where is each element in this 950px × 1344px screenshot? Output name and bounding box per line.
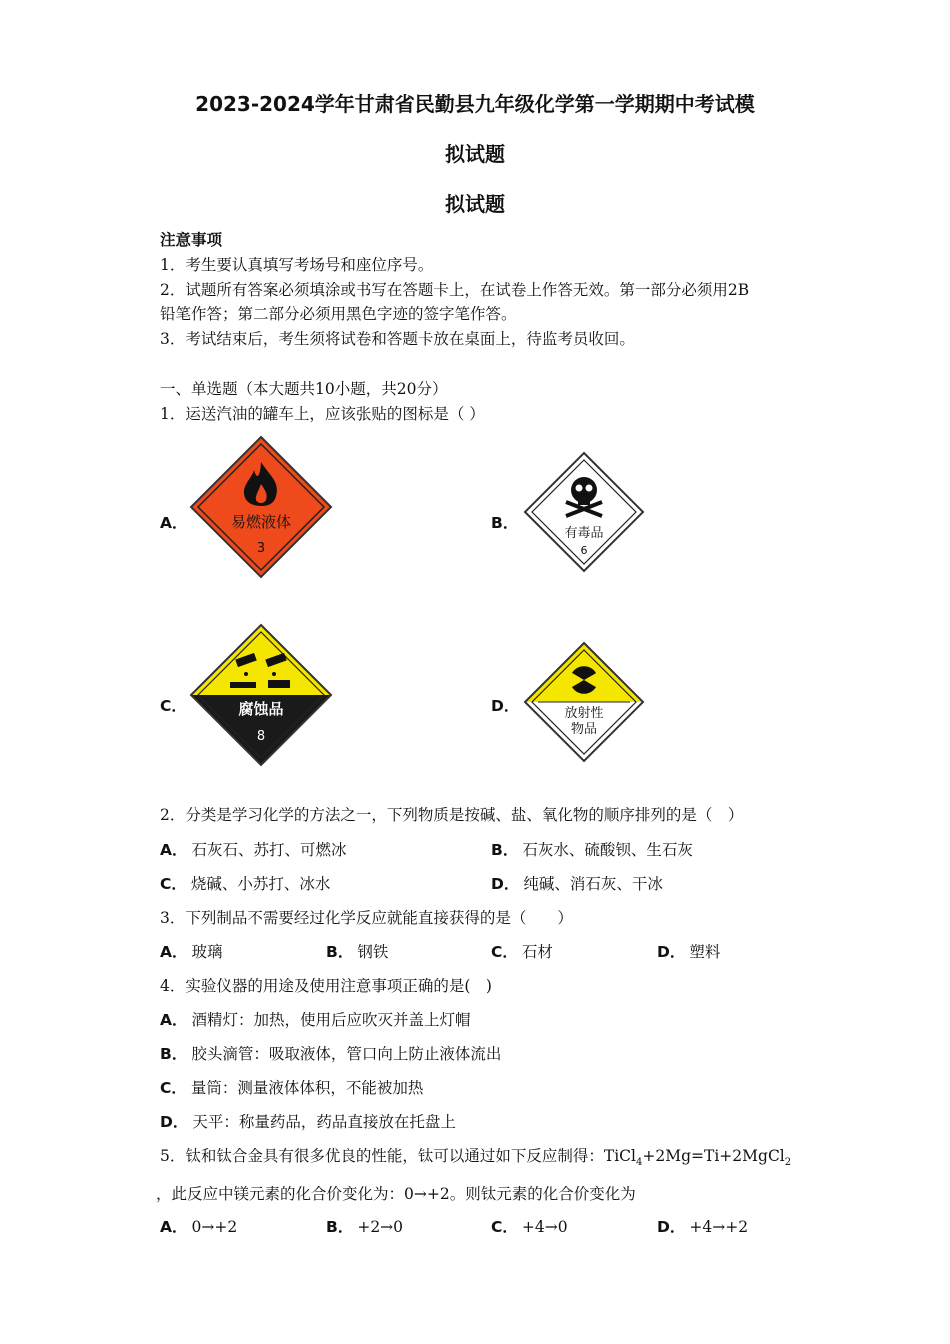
- option-text: 量筒：测量液体体积，不能被加热: [190, 1079, 424, 1097]
- q5-option-a[interactable]: [160, 1215, 237, 1237]
- option-text: 塑料: [689, 943, 721, 961]
- option-letter: D．: [491, 875, 520, 893]
- q2-option-a[interactable]: [160, 838, 347, 860]
- q2-stem: 2．分类是学习化学的方法之一，下列物质是按碱、盐、氧化物的顺序排列的是（ ）: [160, 806, 744, 824]
- option-text: 胶头滴管：吸取液体，管口向上防止液体流出: [191, 1045, 502, 1063]
- sign-label-line1: 放射性: [564, 706, 604, 721]
- q2-option-d[interactable]: [491, 872, 663, 894]
- q3-option-a[interactable]: [160, 940, 223, 962]
- option-text: +4→0: [521, 1218, 568, 1236]
- option-letter: A．: [160, 943, 188, 961]
- option-text: +4→+2: [689, 1218, 749, 1236]
- q4-option-d[interactable]: [160, 1110, 456, 1132]
- q2-option-b[interactable]: [491, 838, 693, 860]
- q4-option-a[interactable]: [160, 1008, 471, 1030]
- notice-item-2a: 2．试题所有答案必须填涂或书写在答题卡上，在试卷上作答无效。第一部分必须用2B: [160, 281, 750, 299]
- sign-number: 8: [256, 729, 266, 744]
- q3-stem: 3．下列制品不需要经过化学反应就能直接获得的是（ ）: [160, 909, 573, 927]
- option-letter: D．: [657, 1218, 686, 1236]
- option-text: 0→+2: [191, 1218, 238, 1236]
- option-letter: B．: [326, 943, 354, 961]
- exam-title-line1: 2023-2024学年甘肃省民勤县九年级化学第一学期期中考试模: [195, 92, 755, 116]
- exam-title-line2: 拟试题: [445, 142, 505, 166]
- q1-stem: 1．运送汽油的罐车上，应该张贴的图标是（ ）: [160, 405, 485, 423]
- option-text: 石灰水、硫酸钡、生石灰: [522, 841, 693, 859]
- q1-option-c[interactable]: [160, 694, 191, 716]
- option-letter: D．: [160, 1113, 189, 1131]
- notice-heading: 注意事项: [160, 230, 223, 249]
- option-letter: C．: [160, 875, 187, 893]
- sign-label: 易燃液体: [230, 513, 292, 531]
- section-heading: 一、单选题（本大题共10小题，共20分）: [160, 380, 448, 398]
- option-text: 纯碱、消石灰、干冰: [523, 875, 663, 893]
- option-text: 天平：称量药品，药品直接放在托盘上: [192, 1113, 456, 1131]
- q5-option-c[interactable]: [491, 1215, 568, 1237]
- sign-label-line2: 物品: [570, 722, 598, 737]
- option-text: +2→0: [357, 1218, 404, 1236]
- option-letter: A．: [160, 1011, 188, 1029]
- q5-stem-line2: ，此反应中镁元素的化合价变化为：0→+2。则钛元素的化合价变化为: [156, 1185, 636, 1203]
- q5-option-d[interactable]: [657, 1215, 748, 1237]
- sign-number: 3: [256, 541, 266, 556]
- option-letter: B．: [326, 1218, 354, 1236]
- option-text: 石灰石、苏打、可燃冰: [191, 841, 347, 859]
- toxic-sign: [522, 450, 646, 574]
- q4-option-c[interactable]: [160, 1076, 423, 1098]
- q5-equation: TiCl$_4$+2Mg=Ti+2MgCl$_2$: [603, 1147, 792, 1169]
- q4-stem: 4．实验仪器的用途及使用注意事项正确的是( ): [160, 977, 492, 995]
- option-letter: A．: [160, 841, 188, 859]
- q3-option-d[interactable]: [657, 940, 720, 962]
- flammable-liquid-sign: [188, 434, 334, 580]
- option-letter: B．: [491, 841, 519, 859]
- option-text: 石材: [521, 943, 553, 961]
- corrosive-sign: [188, 622, 334, 768]
- exam-title-line3: 拟试题: [445, 192, 505, 216]
- option-letter: C．: [160, 697, 187, 715]
- option-text: 钢铁: [357, 943, 389, 961]
- notice-item-2b: 铅笔作答；第二部分必须用黑色字迹的签字笔作答。: [160, 305, 517, 323]
- notice-item-3: 3．考试结束后，考生须将试卷和答题卡放在桌面上，待监考员收回。: [160, 330, 635, 348]
- option-letter: C．: [491, 1218, 518, 1236]
- q1-option-d[interactable]: [491, 694, 523, 716]
- sign-label: 腐蚀品: [238, 700, 284, 718]
- q3-option-b[interactable]: [326, 940, 388, 962]
- sign-number: 6: [580, 544, 588, 557]
- option-letter: D．: [657, 943, 686, 961]
- radiation-icon: [570, 666, 598, 694]
- option-letter: C．: [160, 1079, 187, 1097]
- option-text: 玻璃: [191, 943, 223, 961]
- q3-option-c[interactable]: [491, 940, 553, 962]
- option-letter: C．: [491, 943, 518, 961]
- q4-option-b[interactable]: [160, 1042, 501, 1064]
- q5-option-b[interactable]: [326, 1215, 403, 1237]
- option-text: 酒精灯：加热，使用后应吹灭并盖上灯帽: [191, 1011, 471, 1029]
- option-text: 烧碱、小苏打、冰水: [190, 875, 331, 893]
- q1-option-b[interactable]: [491, 511, 522, 533]
- option-letter: A．: [160, 1218, 188, 1236]
- q1-option-a[interactable]: [160, 511, 192, 533]
- option-letter: D．: [491, 697, 520, 715]
- q2-option-c[interactable]: [160, 872, 330, 894]
- q5-stem-text: 5．钛和钛合金具有很多优良的性能，钛可以通过如下反应制得：: [160, 1147, 604, 1165]
- notice-item-1: 1．考生要认真填写考场号和座位序号。: [160, 256, 434, 274]
- sign-label: 有毒品: [564, 526, 604, 541]
- option-letter: B．: [491, 514, 519, 532]
- option-letter: B．: [160, 1045, 188, 1063]
- option-letter: A．: [160, 514, 188, 532]
- q5-stem-line1: [160, 1144, 791, 1168]
- radioactive-sign: [522, 640, 646, 764]
